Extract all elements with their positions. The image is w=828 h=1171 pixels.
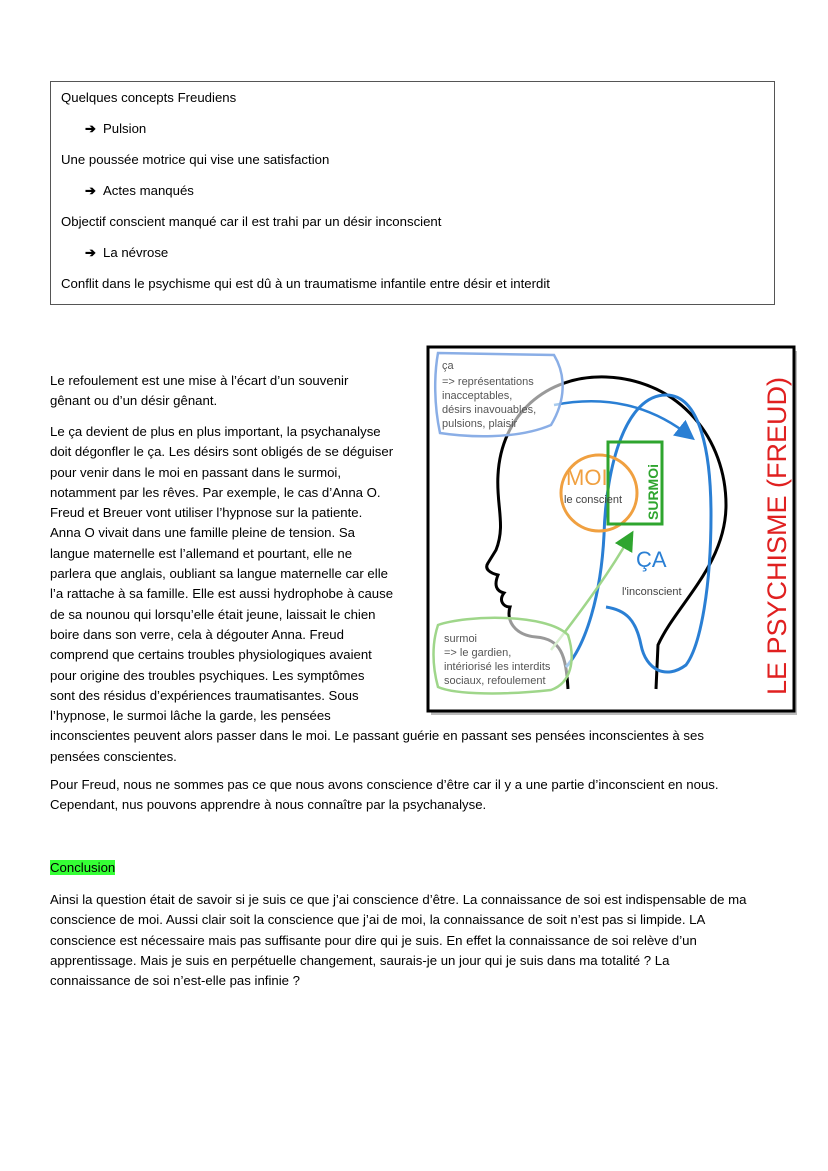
text-line: conscience est nécessaire mais pas suffisante pour dire qui je suis. En effet la connaissance de soi relève d’un xyxy=(50,932,697,948)
surmoi-note-line: intériorisé les interdits xyxy=(444,661,551,673)
text-line: boire dans son verre, cela à dégouter Anna. Freud xyxy=(50,626,344,642)
concept-term-actes-manques xyxy=(85,183,194,199)
concept-term-pulsion xyxy=(85,121,146,137)
text-line: connaissance de soi n’est-elle pas infinie ? xyxy=(50,973,300,989)
concept-term-label: La névrose xyxy=(103,245,169,260)
concept-definition: Objectif conscient manqué car il est trahi par un désir inconscient xyxy=(61,214,442,229)
text-line: Pour Freud, nous ne sommes pas ce que nous avons conscience d’être car il y a une partie d’inconscient en nous. xyxy=(50,777,719,792)
text-line: doit dégonfler le ça. Les désirs sont obligés de se déguiser xyxy=(50,444,394,460)
text-line: comprend que certains troubles physiologiques avaient xyxy=(50,647,372,663)
surmoi-note-line: surmoi xyxy=(444,633,478,645)
concepts-title: Quelques concepts Freudiens xyxy=(61,90,237,105)
ca-note-line: inacceptables, xyxy=(442,390,513,402)
text-line: l’hypnose, le surmoi lâche la garde, les pensées xyxy=(50,708,331,724)
text-line: Anna O vivait dans une famille pleine de tension. Sa xyxy=(50,525,355,541)
arrow-right-icon: ➔ xyxy=(85,121,97,136)
concept-term-nevrose xyxy=(85,245,168,261)
ca-note-line: => représentations xyxy=(442,376,534,388)
arrow-right-icon: ➔ xyxy=(85,183,97,198)
surmoi-note-line: => le gardien, xyxy=(444,647,512,659)
text-line: l’a rattache à sa famille. Elle est aussi hydrophobe à cause xyxy=(50,586,394,602)
text-line: de sa nounou qui lorsqu’elle était jeune, laissait le chien xyxy=(50,606,376,622)
surmoi-note-line: sociaux, refoulement xyxy=(444,675,546,687)
ca-sub-label: l'inconscient xyxy=(622,586,682,598)
text-line: Cependant, nus pouvons apprendre à nous connaître par la psychanalyse. xyxy=(50,797,487,813)
ca-note-line: ça xyxy=(442,360,454,372)
text-line: pensées conscientes. xyxy=(50,748,177,764)
text-line: conscience de moi. Aussi clair soit la conscience que j’ai de moi, la connaissance de soit n’est pas si limpide. LA xyxy=(50,912,706,928)
paragraph-refoulement: Le refoulement est une mise à l’écart d’un souvenir gênant ou d’un désir gênant. xyxy=(50,373,349,409)
text-line: pour venir dans le moi en passant dans le surmoi, xyxy=(50,464,342,480)
text-line: notamment par les rêves. Par exemple, le cas d’Anna O. xyxy=(50,484,381,500)
arrow-right-icon: ➔ xyxy=(85,245,97,260)
concepts-box xyxy=(50,81,775,305)
ca-note-line: pulsions, plaisir xyxy=(442,418,518,430)
ca-label: ÇA xyxy=(636,547,667,572)
text-line: sont des résidus d’expériences traumatisantes. Sous xyxy=(50,687,359,703)
text-line: pour origine des troubles psychiques. Les symptômes xyxy=(50,667,365,683)
moi-label: MOI xyxy=(566,465,608,490)
text-line: parlera que anglais, oubliant sa langue maternelle car elle xyxy=(50,566,388,582)
concept-definition: Conflit dans le psychisme qui est dû à un traumatisme infantile entre désir et interdit xyxy=(61,276,550,291)
conclusion-paragraph xyxy=(50,890,746,991)
text-line: langue maternelle est l’allemand et pourtant, elle ne xyxy=(50,545,353,561)
concept-definition: Une poussée motrice qui vise une satisfaction xyxy=(61,152,330,167)
concept-term-label: Actes manqués xyxy=(103,183,194,198)
surmoi-label: SURMOi xyxy=(645,464,661,520)
text-line: Ainsi la question était de savoir si je suis ce que j’ai conscience d’être. La connaissance de soi est indispensable de ma xyxy=(50,892,747,907)
text-line: Le ça devient de plus en plus important, la psychanalyse xyxy=(50,424,381,439)
text-line: inconscientes peuvent alors passer dans le moi. Le passant guérie en passant ses pensées inconscientes à ses xyxy=(50,728,704,744)
text-line: Freud et Breuer vont utiliser l’hypnose sur la patiente. xyxy=(50,505,363,521)
conclusion-heading-label: Conclusion xyxy=(50,860,116,875)
paragraph-freud xyxy=(50,775,719,816)
concept-term-label: Pulsion xyxy=(103,121,147,136)
ca-note-line: désirs inavouables, xyxy=(442,404,537,416)
text-line: apprentissage. Mais je suis en perpétuelle changement, saurais-je un jour qui je suis dans ma totalité ? La xyxy=(50,952,670,968)
diagram-title: LE PSYCHISME (FREUD) xyxy=(762,376,792,695)
conclusion-heading xyxy=(50,858,115,878)
moi-sub-label: le conscient xyxy=(564,494,623,506)
psyche-diagram xyxy=(426,345,800,717)
